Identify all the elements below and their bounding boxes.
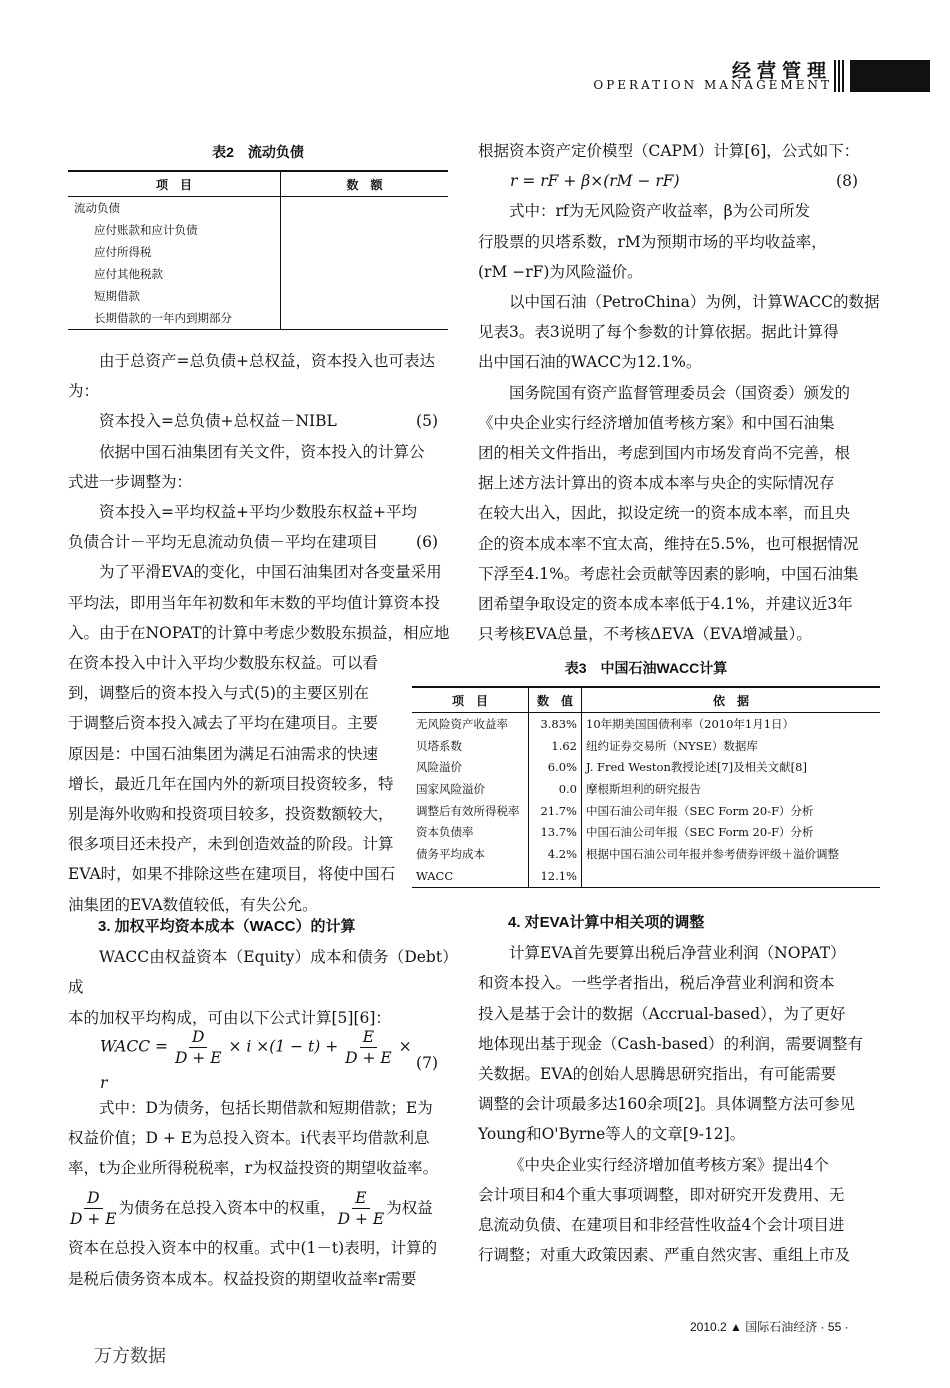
paragraph: 增长，最近几年在国内外的新项目投资较多，特 [68,774,394,793]
equation-text: 资本投入=总负债+总权益－NIBL [99,412,337,431]
table-row [68,241,448,263]
eq7-tail: × r [100,1037,412,1093]
table-row [68,285,448,307]
weight-numerator-d: D [84,1188,102,1209]
section-heading-eva: 4. 对EVA计算中相关项的调整 [508,914,705,931]
paragraph: 依据中国石油集团有关文件，资本投入的计算公 [99,442,425,461]
table2-cell: 长期借款的一年内到期部分 [68,307,281,330]
paragraph: 平均法，即用当年年初数和年末数的平均值计算资本投 [68,593,441,612]
paragraph: 原因是：中国石油集团为满足石油需求的快速 [68,744,379,763]
paragraph: 出中国石油的WACC为12.1%。 [478,353,702,372]
paragraph: 企的资本成本率不宜太高，维持在5.5%，也可根据情况 [478,534,859,553]
table3-cell: WACC [412,865,529,887]
eq7-numerator-e: E [360,1027,377,1048]
weight-denominator: D + E [337,1209,385,1228]
paragraph: 以中国石油（PetroChina）为例，计算WACC的数据 [509,293,880,312]
equation-8 [478,166,880,196]
paragraph: 《中央企业实行经济增加值考核方案》提出4个 [509,1155,829,1174]
paragraph: 下浮至4.1%。考虑社会贡献等因素的影响，中国石油集 [478,564,859,583]
paragraph: 见表3。表3说明了每个参数的计算依据。据此计算得 [478,323,839,342]
right-column-upper [478,136,880,649]
paragraph: 于调整后资本投入减去了平均在建项目。主要 [68,714,379,733]
paragraph: 计算EVA首先要算出税后净营业利润（NOPAT） [509,944,846,963]
weight-denominator: D + E [70,1209,117,1228]
table2-cell: 应付账款和应计负债 [68,219,281,241]
weight-text: 为债务在总投入资本中的权重， [118,1199,336,1218]
table3-cell: 0.0 [529,778,582,800]
section-heading-wacc: 3. 加权平均资本成本（WACC）的计算 [98,918,356,935]
table3-cell: 12.1% [529,865,582,887]
table2-cell: 短期借款 [68,285,281,307]
table3-cell: 调整后有效所得税率 [412,800,529,822]
table3-title: 表3 中国石油WACC计算 [564,660,728,676]
eq7-middle: × i ×(1 − t) + [228,1037,339,1056]
equation-text: 负债合计－平均无息流动负债－平均在建项目 [68,533,379,552]
table3 [412,686,880,888]
table2-title: 表2 流动负债 [212,144,304,160]
equation-text: r = rF + β×(rM − rF) [510,172,680,191]
table-row [412,713,880,735]
table-row [68,219,448,241]
equation-5 [68,406,450,436]
table-row [412,800,880,822]
table3-cell: J. Fred Weston教授论述[7]及相关文献[8] [586,760,807,775]
journal-section-subtitle: OPERATION MANAGEMENT [593,78,832,92]
paragraph: 率，t为企业所得税税率，r为权益投资的期望收益率。 [68,1159,439,1178]
paragraph: 根据资本资产定价模型（CAPM）计算[6]，公式如下： [478,142,860,160]
table-row [412,821,880,843]
table3-cell: 贝塔系数 [412,735,529,757]
paragraph: 会计项目和4个重大事项调整，即对研究开发费用、无 [478,1185,845,1204]
paragraph: 和资本投入。一些学者指出，税后净营业利润和资本 [478,974,835,993]
table3-cell [582,865,881,887]
paragraph: 行股票的贝塔系数，rM为预期市场的平均收益率， [478,232,827,251]
table3-cell: 债务平均成本 [412,843,529,865]
table3-header-value: 数 值 [529,687,582,713]
paragraph: 是税后债务资本成本。权益投资的期望收益率r需要 [68,1269,417,1288]
paragraph: 由于总资产=总负债+总权益，资本投入也可表达 [99,352,435,370]
paragraph: 在较大出入，因此，拟设定统一的资本成本率，而且央 [478,504,851,523]
table3-cell: 中国石油公司年报（SEC Form 20-F）分析 [586,803,814,818]
eq7-numerator-d: D [189,1027,207,1048]
equation-6-line2 [68,527,450,557]
table3-header-basis: 依 据 [582,687,881,713]
table3-cell: 资本负债率 [412,821,529,843]
paragraph: 调整的会计项最多达160余项[2]。具体调整方法可参见 [478,1095,856,1114]
paragraph: 为了平滑EVA的变化，中国石油集团对各变量采用 [99,563,442,582]
paragraph: 本的加权平均构成，可由以下公式计算[5][6]： [68,1008,391,1027]
equation-number: (5) [416,412,438,431]
paragraph: 式中：rf为无风险资产收益率，β为公司所发 [509,202,811,221]
table-row [68,197,448,220]
table3-cell: 无风险资产收益率 [412,713,529,735]
table3-cell: 21.7% [529,800,582,822]
paragraph: 据上述方法计算出的资本成本率与央企的实际情况存 [478,474,835,493]
header-block [850,60,930,92]
paragraph: 《中央企业实行经济增加值考核方案》和中国石油集 [478,413,835,432]
header-stripes [834,60,846,92]
paragraph: 团希望争取设定的资本成本率低于4.1%，并建议近3年 [478,595,853,614]
table3-cell: 6.0% [529,756,582,778]
left-column-narrow [68,648,396,920]
table2 [68,170,448,330]
left-column-lower [68,912,450,1294]
paragraph: 地体现出基于现金（Cash-based）的利润，需要调整有 [478,1034,863,1053]
paragraph: EVA时，如果不排除这些在建项目，将使中国石 [68,865,396,884]
journal-section-title: 经营管理 [731,60,832,82]
equation-number: (8) [836,172,858,191]
eq7-denominator: D + E [345,1049,392,1068]
table3-cell: 13.7% [529,821,582,843]
paragraph: 行调整；对重大政策因素、严重自然灾害、重组上市及 [478,1246,851,1265]
paragraph: 到，调整后的资本投入与式(5)的主要区别在 [68,684,369,703]
paragraph: 很多项目还未投产，未到创造效益的阶段。计算 [68,835,394,854]
paragraph: 资本在总投入资本中的权重。式中(1－t)表明，计算的 [68,1239,438,1258]
table2-cell: 应付所得税 [68,241,281,263]
table3-cell: 风险溢价 [412,756,529,778]
equation-number: (7) [416,1053,438,1072]
weights-line [68,1183,450,1233]
paragraph: WACC由权益资本（Equity）成本和债务（Debt）成 [68,948,450,997]
table3-cell: 根据中国石油公司年报并参考债券评级＋溢价调整 [586,846,839,861]
table-row [412,735,880,757]
paragraph: 别是海外收购和投资项目较多，投资数额较大， [68,805,394,824]
table3-cell: 中国石油公司年报（SEC Form 20-F）分析 [586,825,814,840]
paragraph: 关数据。EVA的创始人思腾思研究指出，有可能需要 [478,1065,837,1084]
table-row [68,307,448,330]
right-column-lower [478,908,880,1270]
table2-cell: 流动负债 [68,197,281,220]
paragraph: 为： [68,382,100,401]
paragraph: 团的相关文件指出，考虑到国内市场发育尚不完善，根 [478,444,851,463]
table-row [412,756,880,778]
weight-text: 为权益 [386,1199,433,1218]
paragraph: 投入是基于会计的数据（Accrual-based），为了更好 [478,1004,846,1023]
eq7-lhs: WACC = [100,1037,168,1056]
equation-7 [68,1028,450,1093]
table3-cell: 国家风险溢价 [412,778,529,800]
table3-cell: 纽约证券交易所（NYSE）数据库 [586,738,758,753]
table2-header-amount: 数 额 [281,171,449,197]
table3-cell: 摩根斯坦利的研究报告 [586,781,701,796]
table3-cell: 3.83% [529,713,582,735]
paragraph: Young和O'Byrne等人的文章[9-12]。 [478,1125,746,1144]
table-row [412,843,880,865]
watermark: 万方数据 [94,1346,166,1367]
table-row [412,778,880,800]
paragraph: 入。由于在NOPAT的计算中考虑少数股东损益，相应地 [68,623,450,642]
table-row [68,263,448,285]
table-row [412,865,880,887]
equation-number: (6) [416,533,438,552]
paragraph: 国务院国有资产监督管理委员会（国资委）颁发的 [509,383,851,402]
eq7-denominator: D + E [174,1049,222,1068]
paragraph: 只考核EVA总量，不考核ΔEVA（EVA增减量）。 [478,625,812,644]
paragraph: 在资本投入中计入平均少数股东权益。可以看 [68,654,379,672]
weight-numerator-e: E [352,1188,369,1209]
table2-cell: 应付其他税款 [68,263,281,285]
paragraph: 油集团的EVA数值较低，有失公允。 [68,895,318,914]
page-footer: 2010.2 ▲ 国际石油经济 · 55 · [690,1320,849,1334]
paragraph: (rM −rF)为风险溢价。 [478,262,643,281]
table3-cell: 10年期美国国债利率（2010年1月1日） [586,716,795,731]
table2-header-item: 项 目 [68,171,281,197]
paragraph: 式进一步调整为： [68,472,193,491]
table3-header-item: 项 目 [412,687,529,713]
paragraph: 式中：D为债务，包括长期借款和短期借款；E为 [99,1098,433,1117]
paragraph: 权益价值；D + E为总投入资本。i代表平均借款利息 [68,1129,430,1148]
table3-cell: 1.62 [529,735,582,757]
left-column-upper [68,346,450,648]
table3-cell: 4.2% [529,843,582,865]
paragraph: 息流动负债、在建项目和非经营性收益4个会计项目进 [478,1216,845,1235]
equation-6-line1: 资本投入=平均权益+平均少数股东权益+平均 [99,503,417,522]
